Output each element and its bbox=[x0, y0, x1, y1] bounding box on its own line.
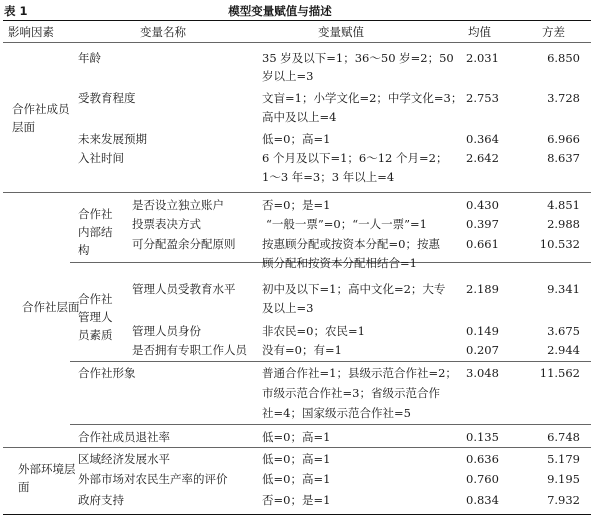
table-title: 模型变量赋值与描述 bbox=[228, 4, 332, 18]
row-variance: 3.728 bbox=[547, 91, 580, 105]
row-var: 合作社成员退社率 bbox=[78, 430, 170, 444]
row-mean: 0.760 bbox=[466, 472, 499, 486]
row-assign-cont: 岁以上=3 bbox=[262, 69, 314, 83]
row-var: 区域经济发展水平 bbox=[78, 452, 170, 466]
row-variance: 6.748 bbox=[547, 430, 580, 444]
row-variance: 5.179 bbox=[547, 452, 580, 466]
row-variance: 2.988 bbox=[547, 217, 580, 231]
row-variance: 3.675 bbox=[547, 324, 580, 338]
row-var: 投票表决方式 bbox=[132, 217, 201, 231]
row-assign: 6 个月及以下=1；6～12 个月=2； bbox=[262, 151, 448, 165]
row-assign-cont: 市级示范合作社=3；省级示范合作 bbox=[262, 386, 440, 400]
row-mean: 0.397 bbox=[466, 217, 499, 231]
row-assign-cont: 高中及以上=4 bbox=[262, 110, 337, 124]
row-var: 外部市场对农民生产率的评价 bbox=[78, 472, 228, 486]
group-external: 外部环境层面 bbox=[18, 462, 76, 494]
rule-top bbox=[3, 20, 591, 21]
row-variance: 2.944 bbox=[547, 343, 580, 357]
row-var: 入社时间 bbox=[78, 151, 124, 165]
row-assign: 没有=0；有=1 bbox=[262, 343, 342, 357]
row-variance: 7.932 bbox=[547, 493, 580, 507]
header-variable: 变量名称 bbox=[140, 25, 186, 39]
row-mean: 2.753 bbox=[466, 91, 499, 105]
row-variance: 10.532 bbox=[539, 237, 580, 251]
rule-bottom bbox=[3, 514, 591, 515]
header-assignment: 变量赋值 bbox=[318, 25, 364, 39]
row-mean: 0.149 bbox=[466, 324, 499, 338]
rule-image-end bbox=[70, 424, 591, 425]
row-assign-cont: 顾分配和按资本分配相结合=1 bbox=[262, 256, 417, 270]
header-variance: 方差 bbox=[542, 25, 565, 39]
row-var: 未来发展预期 bbox=[78, 132, 147, 146]
row-mean: 2.031 bbox=[466, 51, 499, 65]
row-var: 受教育程度 bbox=[78, 91, 136, 105]
group-member: 合作社成员层面 bbox=[12, 102, 70, 134]
row-var: 管理人员身份 bbox=[132, 324, 201, 338]
row-assign: 按惠顾分配或按资本分配=0；按惠 bbox=[262, 237, 440, 251]
subgroup-manager: 合作社管理人员素质 bbox=[78, 292, 113, 342]
rule-manager-end bbox=[70, 361, 591, 362]
row-assign: 非农民=0；农民=1 bbox=[262, 324, 365, 338]
row-assign: 低=0；高=1 bbox=[262, 452, 331, 466]
row-assign: 低=0；高=1 bbox=[262, 472, 331, 486]
rule-header bbox=[3, 42, 591, 43]
row-variance: 6.850 bbox=[547, 51, 580, 65]
row-assign: 低=0；高=1 bbox=[262, 430, 331, 444]
row-assign-cont: 及以上=3 bbox=[262, 301, 314, 315]
rule-member-end bbox=[3, 192, 591, 193]
row-mean: 0.834 bbox=[466, 493, 499, 507]
table-label: 表 1 bbox=[4, 4, 28, 18]
rule-coop-end bbox=[3, 447, 591, 448]
row-assign: 初中及以下=1；高中文化=2；大专 bbox=[262, 282, 446, 296]
row-variance: 8.637 bbox=[547, 151, 580, 165]
row-assign: 否=0；是=1 bbox=[262, 493, 331, 507]
row-mean: 0.661 bbox=[466, 237, 499, 251]
group-coop: 合作社层面 bbox=[22, 300, 80, 314]
row-var: 年龄 bbox=[78, 51, 101, 65]
row-mean: 0.430 bbox=[466, 198, 499, 212]
row-mean: 0.364 bbox=[466, 132, 499, 146]
row-mean: 0.636 bbox=[466, 452, 499, 466]
row-var: 是否设立独立账户 bbox=[132, 198, 224, 212]
row-assign: 文盲=1；小学文化=2；中学文化=3； bbox=[262, 91, 463, 105]
row-assign: 低=0；高=1 bbox=[262, 132, 331, 146]
row-mean: 0.135 bbox=[466, 430, 499, 444]
subgroup-internal: 合作社内部结构 bbox=[78, 207, 113, 257]
row-variance: 6.966 bbox=[547, 132, 580, 146]
row-var: 合作社形象 bbox=[78, 366, 136, 380]
row-variance: 9.195 bbox=[547, 472, 580, 486]
header-factor: 影响因素 bbox=[8, 25, 54, 39]
row-assign-cont: 社=4；国家级示范合作社=5 bbox=[262, 406, 411, 420]
row-variance: 11.562 bbox=[539, 366, 580, 380]
row-assign-cont: 1～3 年=3；3 年以上=4 bbox=[262, 170, 395, 184]
row-variance: 9.341 bbox=[547, 282, 580, 296]
row-mean: 0.207 bbox=[466, 343, 499, 357]
row-assign: 35 岁及以下=1；36～50 岁=2；50 bbox=[262, 51, 454, 65]
row-assign: 否=0；是=1 bbox=[262, 198, 331, 212]
row-mean: 2.189 bbox=[466, 282, 499, 296]
row-var: 可分配盈余分配原则 bbox=[132, 237, 236, 251]
row-var: 管理人员受教育水平 bbox=[132, 282, 236, 296]
row-assign: 普通合作社=1；县级示范合作社=2； bbox=[262, 366, 457, 380]
row-var: 是否拥有专职工作人员 bbox=[132, 343, 247, 357]
row-mean: 2.642 bbox=[466, 151, 499, 165]
row-var: 政府支持 bbox=[78, 493, 124, 507]
row-mean: 3.048 bbox=[466, 366, 499, 380]
header-mean: 均值 bbox=[468, 25, 491, 39]
row-variance: 4.851 bbox=[547, 198, 580, 212]
row-assign: “一般一票”=0；“一人一票”=1 bbox=[266, 217, 427, 231]
